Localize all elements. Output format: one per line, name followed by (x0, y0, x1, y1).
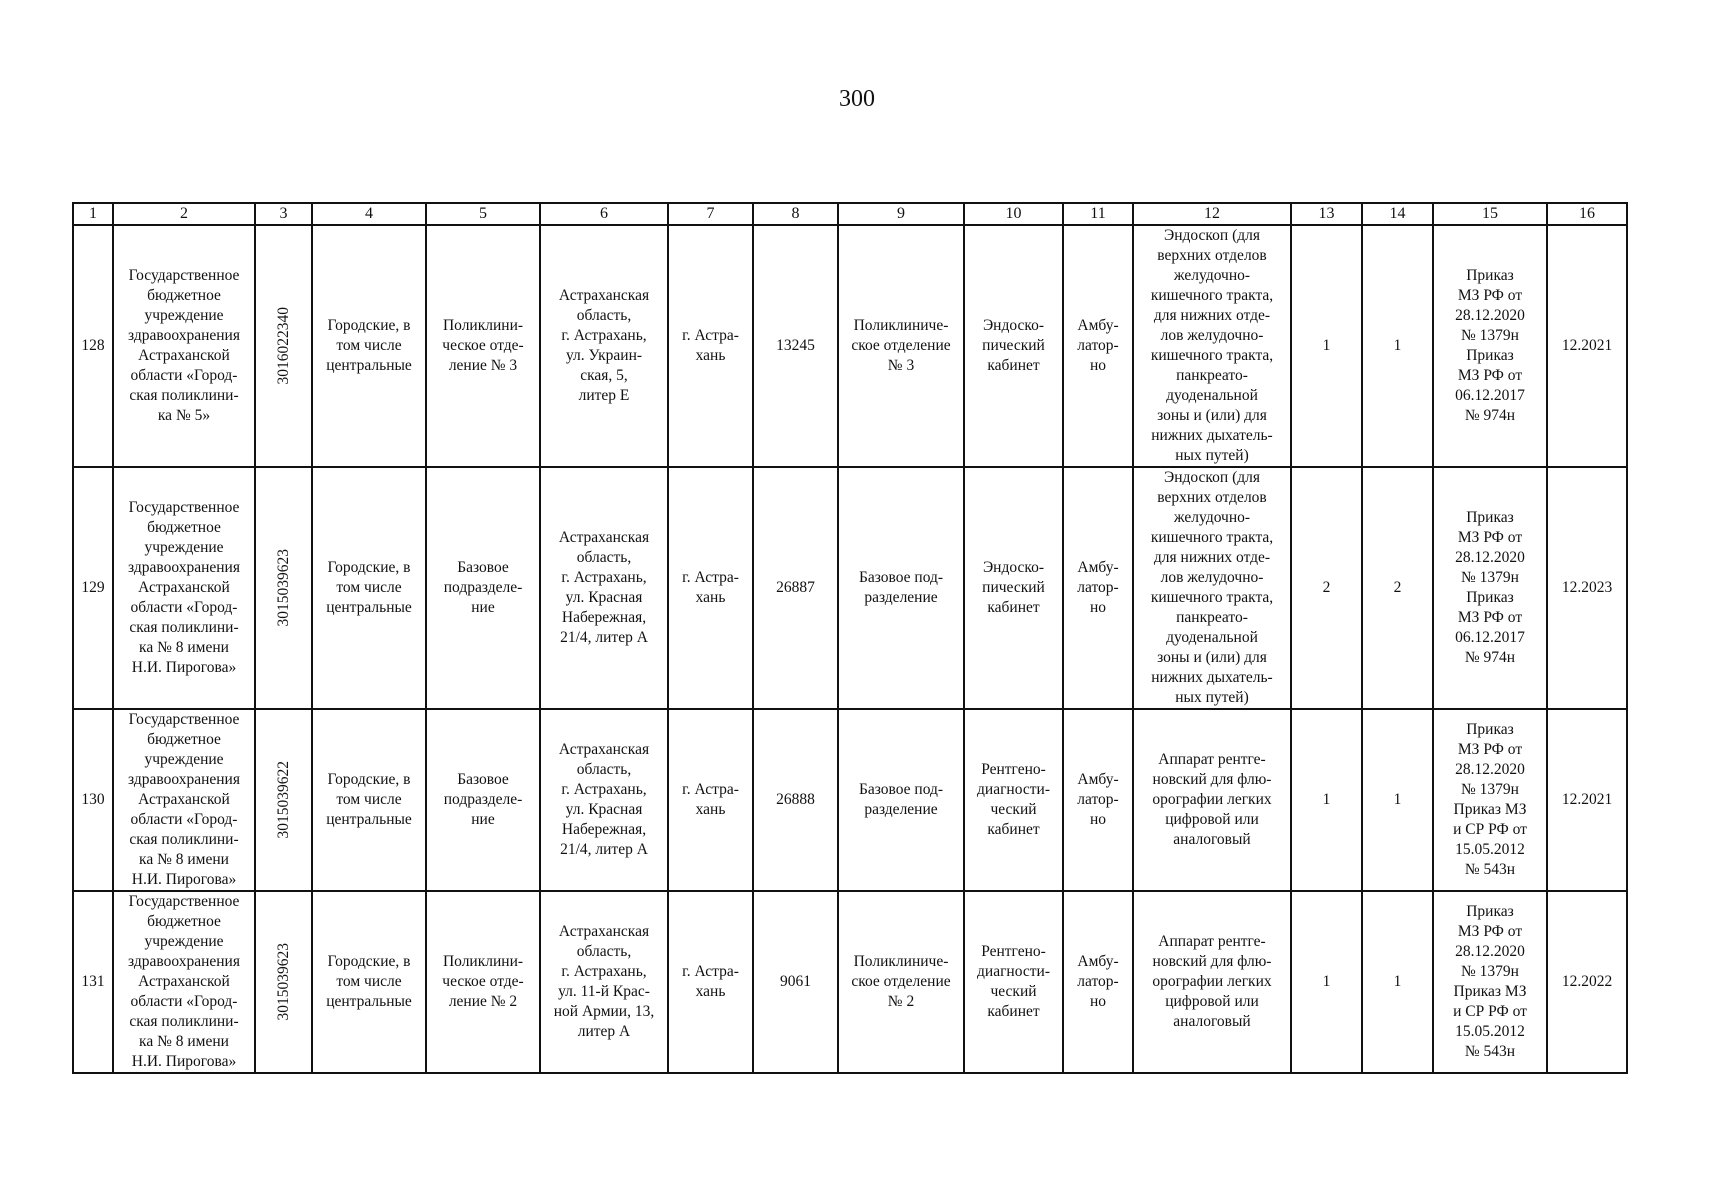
header-cell: 5 (426, 203, 540, 225)
quantity: 2 (1291, 467, 1362, 709)
header-cell: 1 (73, 203, 113, 225)
header-cell: 3 (255, 203, 312, 225)
header-cell: 12 (1133, 203, 1291, 225)
org-code: 3015039623 (274, 549, 292, 627)
address: Астраханская область, г. Астрахань, ул. 11-й Крас- ной Армии, 13, литер А (540, 891, 668, 1073)
header-cell: 7 (668, 203, 753, 225)
unit-id: 9061 (753, 891, 838, 1073)
table-row (73, 709, 1627, 891)
header-cell: 4 (312, 203, 426, 225)
city: г. Астра- хань (668, 709, 753, 891)
cabinet: Эндоско- пический кабинет (964, 467, 1063, 709)
row-number: 128 (73, 225, 113, 467)
due-date: 12.2023 (1547, 467, 1627, 709)
code-cell (255, 709, 312, 891)
organization-name: Государственное бюджетное учреждение здравоохранения Астраханской области «Город- ская поликлини- ка № 8 имени Н.И. Пирогова» (113, 709, 255, 891)
row-number: 130 (73, 709, 113, 891)
header-cell: 13 (1291, 203, 1362, 225)
table-row (73, 891, 1627, 1073)
header-cell: 9 (838, 203, 964, 225)
due-date: 12.2021 (1547, 225, 1627, 467)
city: г. Астра- хань (668, 225, 753, 467)
due-date: 12.2022 (1547, 891, 1627, 1073)
division: Базовое подразделе- ние (426, 709, 540, 891)
address: Астраханская область, г. Астрахань, ул. Красная Набережная, 21/4, литер А (540, 467, 668, 709)
care-mode: Амбу- латор- но (1063, 709, 1133, 891)
cabinet: Рентгено- диагности- ческий кабинет (964, 709, 1063, 891)
quantity: 1 (1291, 891, 1362, 1073)
subdivision: Базовое под- разделение (838, 467, 964, 709)
table-row (73, 225, 1627, 467)
care-mode: Амбу- латор- но (1063, 891, 1133, 1073)
page-number: 300 (839, 86, 875, 112)
division: Поликлини- ческое отде- ление № 2 (426, 891, 540, 1073)
unit-id: 26888 (753, 709, 838, 891)
header-cell: 10 (964, 203, 1063, 225)
subdivision: Базовое под- разделение (838, 709, 964, 891)
quantity: 1 (1362, 891, 1433, 1073)
header-cell: 15 (1433, 203, 1547, 225)
cabinet: Эндоско- пический кабинет (964, 225, 1063, 467)
code-cell (255, 891, 312, 1073)
org-code: 3015039623 (274, 943, 292, 1021)
header-cell: 11 (1063, 203, 1133, 225)
row-number: 129 (73, 467, 113, 709)
equipment: Аппарат рентге- новский для флю- орографии легких цифровой или аналоговый (1133, 891, 1291, 1073)
city: г. Астра- хань (668, 467, 753, 709)
settlement-type: Городские, в том числе центральные (312, 709, 426, 891)
subdivision: Поликлиниче- ское отделение № 3 (838, 225, 964, 467)
code-cell (255, 467, 312, 709)
code-cell (255, 225, 312, 467)
header-cell: 14 (1362, 203, 1433, 225)
care-mode: Амбу- латор- но (1063, 225, 1133, 467)
organization-name: Государственное бюджетное учреждение здравоохранения Астраханской области «Город- ская поликлини- ка № 8 имени Н.И. Пирогова» (113, 467, 255, 709)
table-row (73, 467, 1627, 709)
header-cell: 16 (1547, 203, 1627, 225)
quantity: 1 (1362, 709, 1433, 891)
unit-id: 13245 (753, 225, 838, 467)
address: Астраханская область, г. Астрахань, ул. Красная Набережная, 21/4, литер А (540, 709, 668, 891)
settlement-type: Городские, в том числе центральные (312, 467, 426, 709)
header-cell: 8 (753, 203, 838, 225)
header-cell: 2 (113, 203, 255, 225)
equipment: Аппарат рентге- новский для флю- орографии легких цифровой или аналоговый (1133, 709, 1291, 891)
equipment-table (72, 202, 1628, 1074)
settlement-type: Городские, в том числе центральные (312, 891, 426, 1073)
due-date: 12.2021 (1547, 709, 1627, 891)
address: Астраханская область, г. Астрахань, ул. Украин- ская, 5, литер Е (540, 225, 668, 467)
org-code: 3015039622 (274, 761, 292, 839)
organization-name: Государственное бюджетное учреждение здравоохранения Астраханской области «Город- ская поликлини- ка № 8 имени Н.И. Пирогова» (113, 891, 255, 1073)
header-cell: 6 (540, 203, 668, 225)
quantity: 1 (1291, 225, 1362, 467)
order-reference: Приказ МЗ РФ от 28.12.2020 № 1379н Приказ МЗ и СР РФ от 15.05.2012 № 543н (1433, 709, 1547, 891)
order-reference: Приказ МЗ РФ от 28.12.2020 № 1379н Приказ МЗ РФ от 06.12.2017 № 974н (1433, 467, 1547, 709)
care-mode: Амбу- латор- но (1063, 467, 1133, 709)
equipment: Эндоскоп (для верхних отделов желудочно- кишечного тракта, для нижних отде- лов желудочно- кишечного тракта, панкреато- дуоденальной зоны и (или) для нижних дыхатель- ных путей) (1133, 225, 1291, 467)
subdivision: Поликлиниче- ское отделение № 2 (838, 891, 964, 1073)
division: Поликлини- ческое отде- ление № 3 (426, 225, 540, 467)
row-number: 131 (73, 891, 113, 1073)
settlement-type: Городские, в том числе центральные (312, 225, 426, 467)
order-reference: Приказ МЗ РФ от 28.12.2020 № 1379н Приказ МЗ и СР РФ от 15.05.2012 № 543н (1433, 891, 1547, 1073)
quantity: 1 (1291, 709, 1362, 891)
division: Базовое подразделе- ние (426, 467, 540, 709)
organization-name: Государственное бюджетное учреждение здравоохранения Астраханской области «Город- ская поликлини- ка № 5» (113, 225, 255, 467)
quantity: 1 (1362, 225, 1433, 467)
unit-id: 26887 (753, 467, 838, 709)
cabinet: Рентгено- диагности- ческий кабинет (964, 891, 1063, 1073)
org-code: 3016022340 (274, 307, 292, 385)
header-row (73, 203, 1627, 225)
quantity: 2 (1362, 467, 1433, 709)
equipment: Эндоскоп (для верхних отделов желудочно- кишечного тракта, для нижних отде- лов желудочно- кишечного тракта, панкреато- дуоденальной зоны и (или) для нижних дыхатель- ных путей) (1133, 467, 1291, 709)
order-reference: Приказ МЗ РФ от 28.12.2020 № 1379н Приказ МЗ РФ от 06.12.2017 № 974н (1433, 225, 1547, 467)
city: г. Астра- хань (668, 891, 753, 1073)
